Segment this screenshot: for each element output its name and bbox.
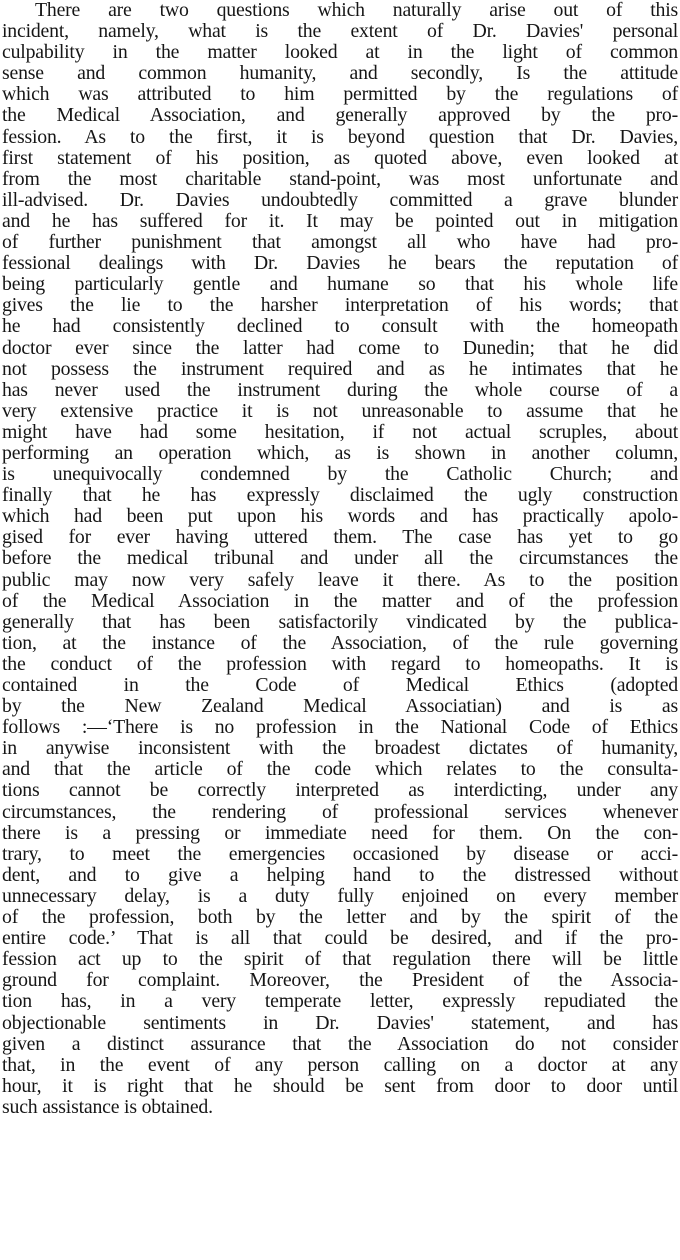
text-line: tions cannot be correctly interpreted as interdicting, under any bbox=[2, 779, 678, 802]
text-line: There are two questions which naturally arise out of this bbox=[35, 0, 678, 21]
text-line: ill-advised. Dr. Davies undoubtedly committed a grave blunder bbox=[2, 188, 678, 211]
text-line: trary, to meet the emergencies occasioned by disease or acci- bbox=[2, 842, 678, 865]
text-line: fession act up to the spirit of that regulation there will be little bbox=[2, 948, 678, 971]
text-line: public may now very safely leave it there. As to the position bbox=[2, 568, 678, 591]
text-line: circumstances, the rendering of professional services whenever bbox=[2, 800, 678, 823]
text-line: follows :—‘There is no profession in the National Code of Ethics bbox=[2, 716, 678, 739]
text-line: dent, and to give a helping hand to the distressed without bbox=[2, 863, 678, 886]
text-line: there is a pressing or immediate need for them. On the con- bbox=[2, 821, 678, 844]
text-line: he had consistently declined to consult with the homeopath bbox=[2, 315, 678, 338]
text-line: and that the article of the code which relates to the consulta- bbox=[2, 758, 678, 781]
text-line: such assistance is obtained. bbox=[2, 1095, 213, 1118]
text-line: gives the lie to the harsher interpretation of his words; that bbox=[2, 294, 678, 317]
text-line: which had been put upon his words and has practically apolo- bbox=[2, 505, 678, 528]
text-line: which was attributed to him permitted by the regulations of bbox=[2, 83, 678, 106]
text-line: finally that he has expressly disclaimed the ugly construction bbox=[2, 484, 678, 507]
text-line: from the most charitable stand-point, was most unfortunate and bbox=[2, 167, 678, 190]
text-line: performing an operation which, as is shown in another column, bbox=[2, 441, 678, 464]
text-line: is unequivocally condemned by the Catholic Church; and bbox=[2, 463, 678, 486]
text-line: of further punishment that amongst all who have had pro- bbox=[2, 231, 678, 254]
text-line: fessional dealings with Dr. Davies he bears the reputation of bbox=[2, 252, 678, 275]
text-line: of the Medical Association in the matter and of the profession bbox=[2, 589, 678, 612]
text-line: that, in the event of any person calling on a doctor at any bbox=[2, 1053, 678, 1076]
text-line: not possess the instrument required and as he intimates that he bbox=[2, 357, 678, 380]
text-line: hour, it is right that he should be sent from door to door until bbox=[2, 1074, 678, 1097]
text-line: and he has suffered for it. It may be pointed out in mitigation bbox=[2, 209, 678, 232]
text-line: very extensive practice it is not unreasonable to assume that he bbox=[2, 399, 678, 422]
text-line: by the New Zealand Medical Associatian) and is as bbox=[2, 695, 678, 718]
text-line: in anywise inconsistent with the broadest dictates of humanity, bbox=[2, 737, 678, 760]
text-line: the conduct of the profession with regard to homeopaths. It is bbox=[2, 652, 678, 675]
text-line: tion has, in a very temperate letter, expressly repudiated the bbox=[2, 990, 678, 1013]
text-line: doctor ever since the latter had come to Dunedin; that he did bbox=[2, 336, 678, 359]
text-line: fession. As to the first, it is beyond question that Dr. Davies, bbox=[2, 125, 678, 148]
text-line: before the medical tribunal and under all the circumstances the bbox=[2, 547, 678, 570]
text-line: being particularly gentle and humane so that his whole life bbox=[2, 273, 678, 296]
text-line: has never used the instrument during the whole course of a bbox=[2, 378, 678, 401]
text-line: the Medical Association, and generally approved by the pro- bbox=[2, 104, 678, 127]
text-line: first statement of his position, as quoted above, even looked at bbox=[2, 146, 678, 169]
article-text bbox=[2, 0, 678, 1118]
text-line: ground for complaint. Moreover, the President of the Associa- bbox=[2, 969, 678, 992]
text-line: generally that has been satisfactorily vindicated by the publica- bbox=[2, 610, 678, 633]
text-line: contained in the Code of Medical Ethics (adopted bbox=[2, 674, 678, 696]
text-line: unnecessary delay, is a duty fully enjoined on every member bbox=[2, 884, 678, 907]
text-line: given a distinct assurance that the Association do not consider bbox=[2, 1032, 678, 1055]
text-line: sense and common humanity, and secondly, Is the attitude bbox=[2, 62, 678, 85]
text-line: tion, at the instance of the Association, of the rule governing bbox=[2, 631, 678, 654]
text-line: might have had some hesitation, if not actual scruples, about bbox=[2, 420, 678, 443]
text-line: incident, namely, what is the extent of Dr. Davies' personal bbox=[2, 20, 678, 43]
text-line: of the profession, both by the letter and by the spirit of the bbox=[2, 906, 678, 929]
text-line: objectionable sentiments in Dr. Davies' statement, and has bbox=[2, 1011, 678, 1034]
text-line: gised for ever having uttered them. The case has yet to go bbox=[2, 526, 678, 549]
text-line: culpability in the matter looked at in the light of common bbox=[2, 41, 678, 64]
text-line: entire code.’ That is all that could be desired, and if the pro- bbox=[2, 927, 678, 950]
